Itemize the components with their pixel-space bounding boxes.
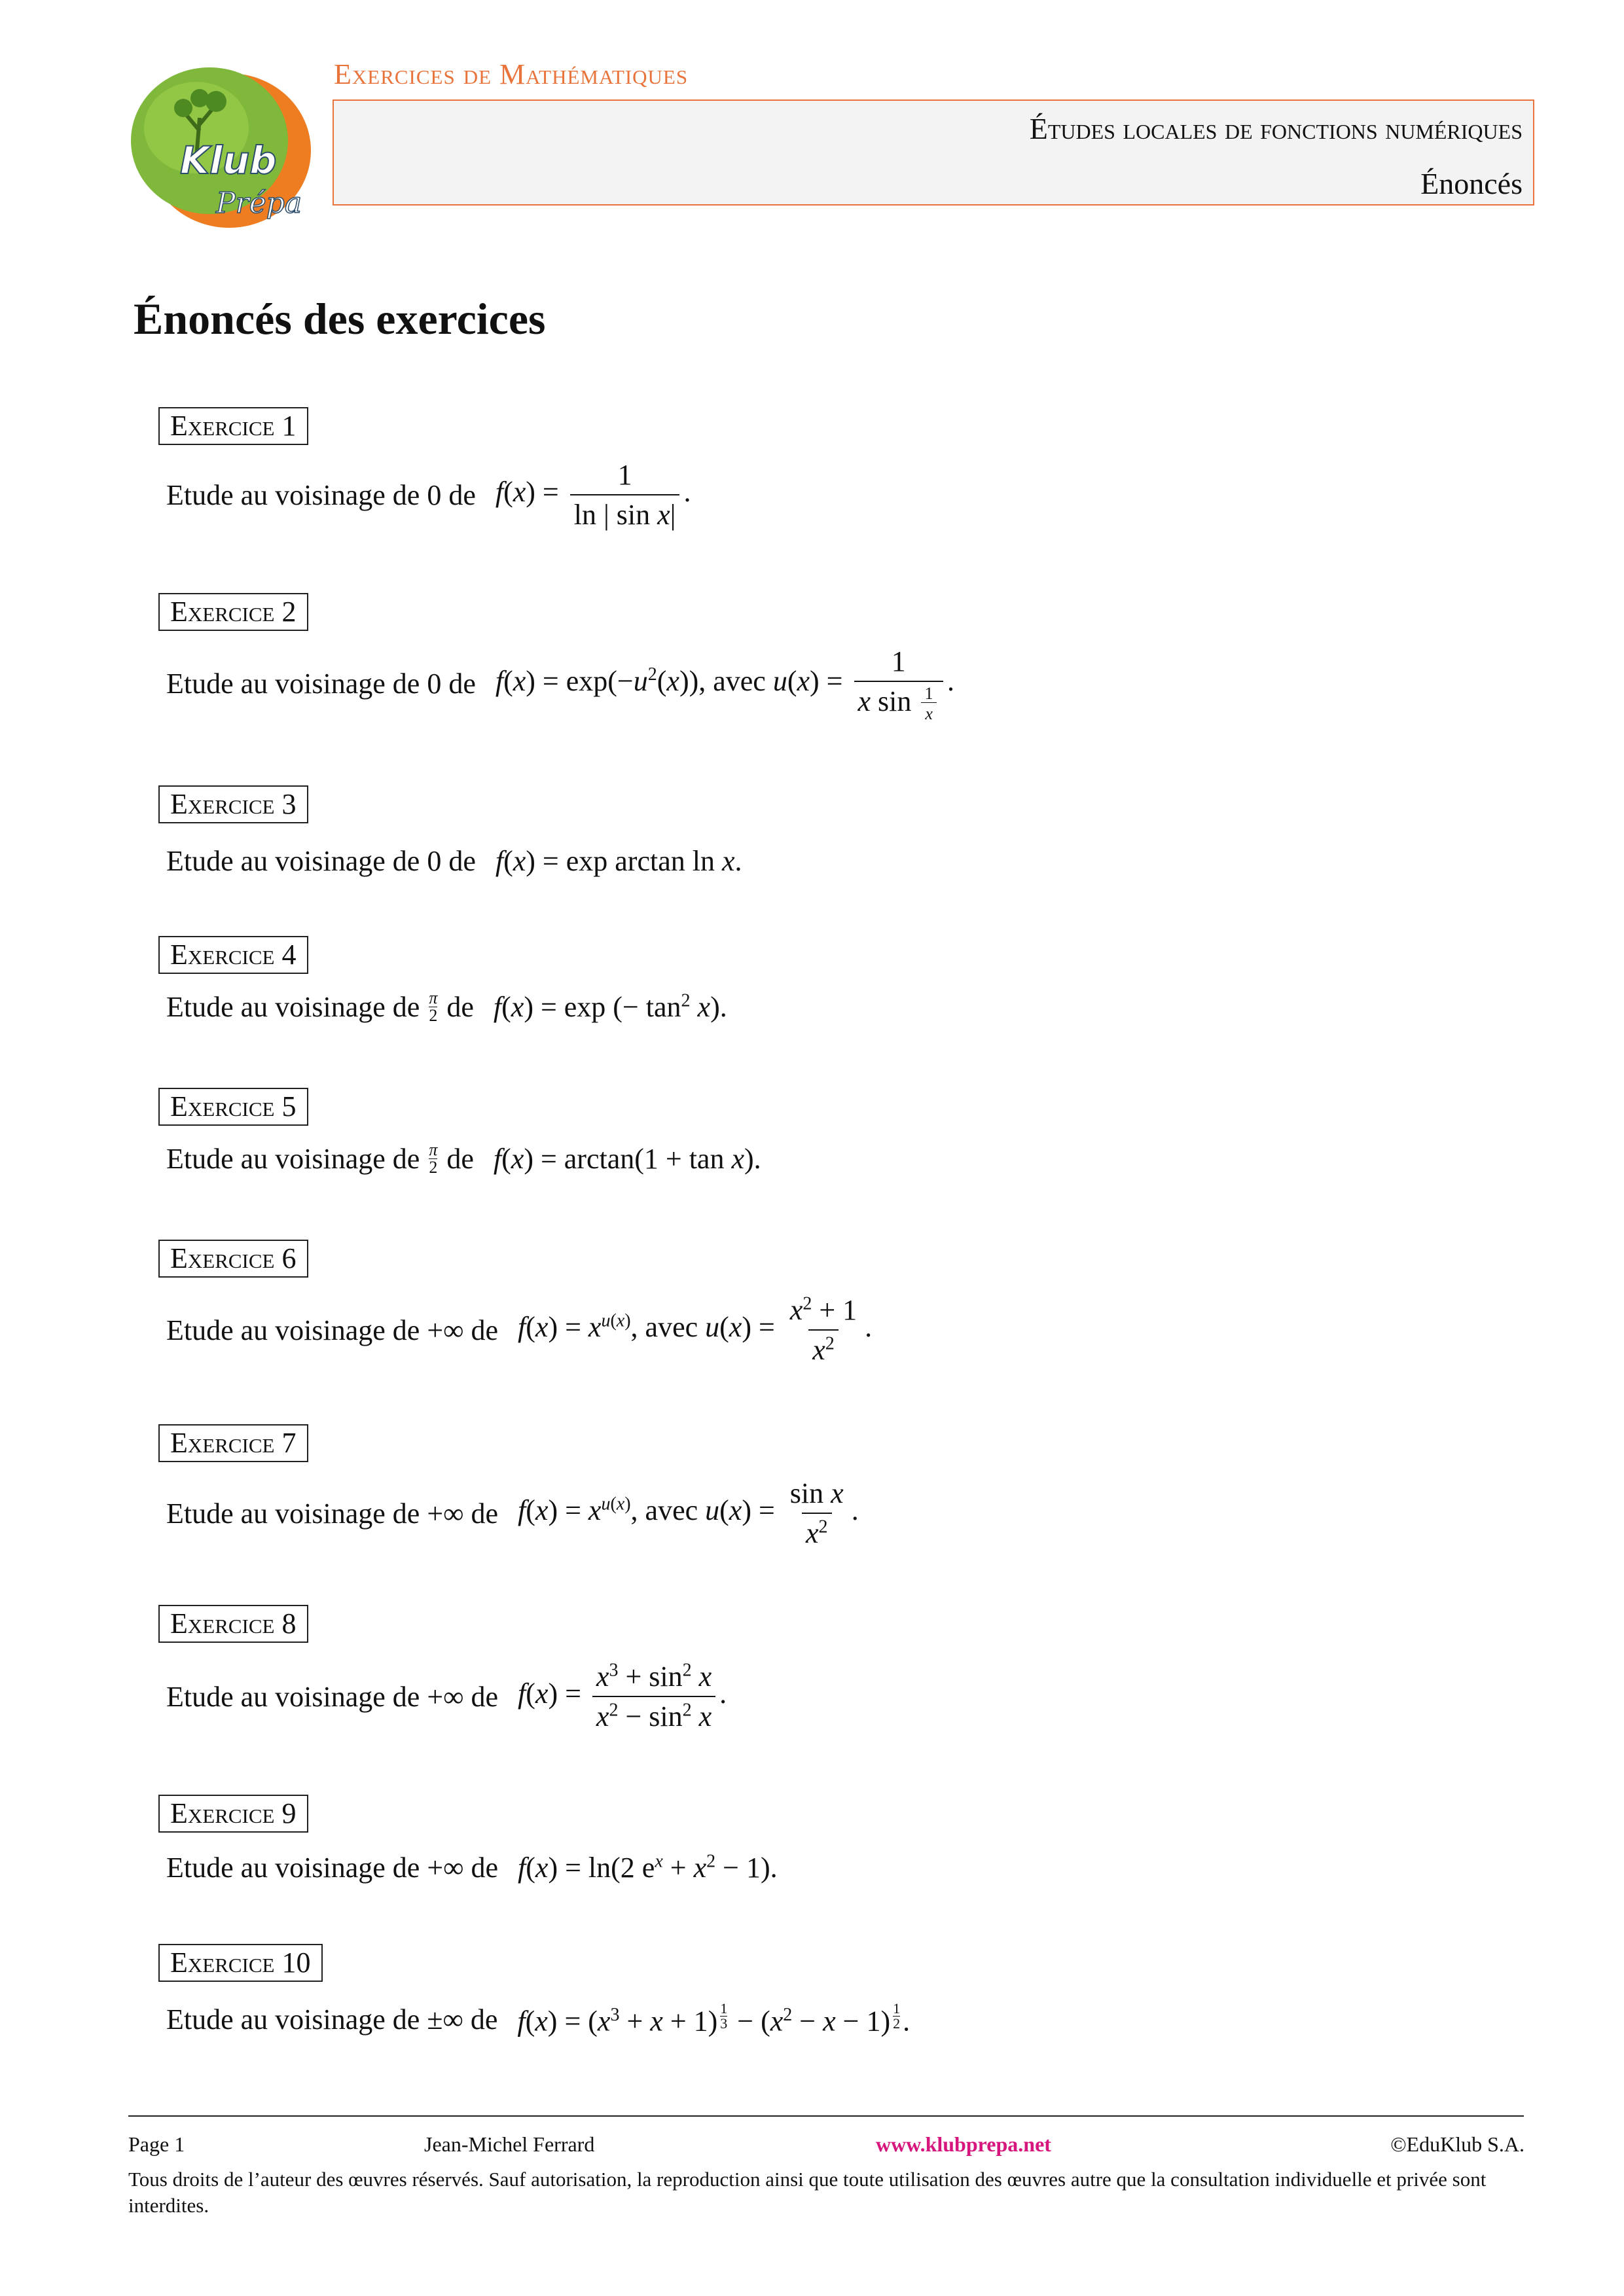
exercise-1-label: Exercice 1 [158,407,308,445]
page-number: Page 1 [128,2132,185,2156]
exercise-4-formula: f(x) = exp (− $\tan^2 x$). [493,990,727,1023]
rights-disclaimer: Tous droits de l’auteur des œuvres réservés. Sauf autorisation, la reproduction ainsi que toute utilisation des œuvres autre que la consultation individuelle et privée sont interdites. [128,2168,1487,2217]
exercise-1-formula: f(x) = $\frac{1}{\text{ln | sin x|}}$ . [495,459,691,531]
exercise-6-lead: Etude au voisinage de +∞ de [166,1314,499,1346]
exercise-7-statement [166,1477,859,1550]
exercise-10-label: Exercice 10 [158,1944,323,1982]
section-title: Énoncés [1420,167,1523,200]
exercise-6-label: Exercice 6 [158,1240,308,1278]
exercise-7-label: Exercice 7 [158,1424,308,1462]
exercise-3-statement [166,844,742,878]
website-link[interactable]: www.klubprepa.net [876,2132,1051,2156]
copyright: ©EduKlub S.A. [1390,2132,1525,2156]
author: Jean-Michel Ferrard [424,2132,595,2156]
exercise-5-label: Exercice 5 [158,1088,308,1126]
exercise-9-statement [166,1851,778,1884]
exercise-7-lead: Etude au voisinage de +∞ de [166,1497,499,1530]
svg-text:Prépa: Prépa [216,187,302,220]
exercise-8-lead: Etude au voisinage de +∞ de [166,1680,499,1713]
exercise-9-lead: Etude au voisinage de +∞ de [166,1852,499,1884]
header-box [333,99,1534,206]
exercise-8-label: Exercice 8 [158,1605,308,1643]
exercise-2-lead: Etude au voisinage de 0 de [166,668,476,700]
exercise-10-lead: Etude au voisinage de ±∞ de [166,2003,498,2036]
exercise-1-lead: Etude au voisinage de 0 de [166,478,476,511]
exercise-3-formula: f(x) = exp arctan ln x. [495,845,742,877]
page-title: Énoncés des exercices [134,294,546,344]
exercise-10-formula: $f(x) = (x^3 + x + 1)$ $^{\frac{1}{3}}$ − $(x^2 - x - 1)$ $^{\frac{1}{2}}$ . [517,2000,911,2037]
chapter-title: Études locales de fonctions numériques [1029,112,1523,145]
exercise-5-statement: Etude au voisinage de π 2 de f(x) = arctan(1 + tan x). [166,1140,761,1177]
svg-text:Klub: Klub [180,138,277,183]
klubprepa-logo [118,59,314,229]
exercise-4-statement: Etude au voisinage de π 2 de f(x) = exp (− $\tan^2 x$). [166,988,727,1025]
exercise-8-formula: f(x) = $\frac{x^3 + \sin^2 x}{x^2 - \sin^2 x}$ . [518,1660,727,1732]
exercise-5-formula: f(x) = arctan(1 + tan x). [493,1143,761,1175]
exercise-9-formula: f(x) = ln(2 $e^x + x^2 - 1$). [518,1851,778,1884]
exercise-10-statement [166,2001,910,2038]
exercise-2-formula: $f(x) = \exp(-u^2(x))$, avec u(x) = 1 x sin $\frac{1}{x}$ . [495,645,954,724]
exercise-5-lead: Etude au voisinage de [166,1143,420,1175]
exercise-3-label: Exercice 3 [158,785,308,823]
exercise-4-lead: Etude au voisinage de [166,991,420,1023]
footer-rule [128,2115,1524,2117]
exercise-4-label: Exercice 4 [158,936,308,974]
exercise-6-formula: $f(x) = x^{u(x)}$, avec u(x) = $\frac{x^2 + 1}{x^2}$ . [518,1293,873,1366]
exercise-2-statement [166,645,954,723]
exercise-7-formula: $f(x) = x^{u(x)}$, avec u(x) = $\frac{\text{sin x}}{x^2}$ . [518,1477,859,1549]
series-title: Exercices de Mathématiques [334,58,689,90]
exercise-3-lead: Etude au voisinage de 0 de [166,845,476,877]
exercise-9-label: Exercice 9 [158,1795,308,1833]
exercise-6-statement [166,1293,872,1367]
exercise-2-label: Exercice 2 [158,593,308,631]
exercise-8-statement [166,1660,727,1733]
exercise-1-statement [166,458,691,531]
